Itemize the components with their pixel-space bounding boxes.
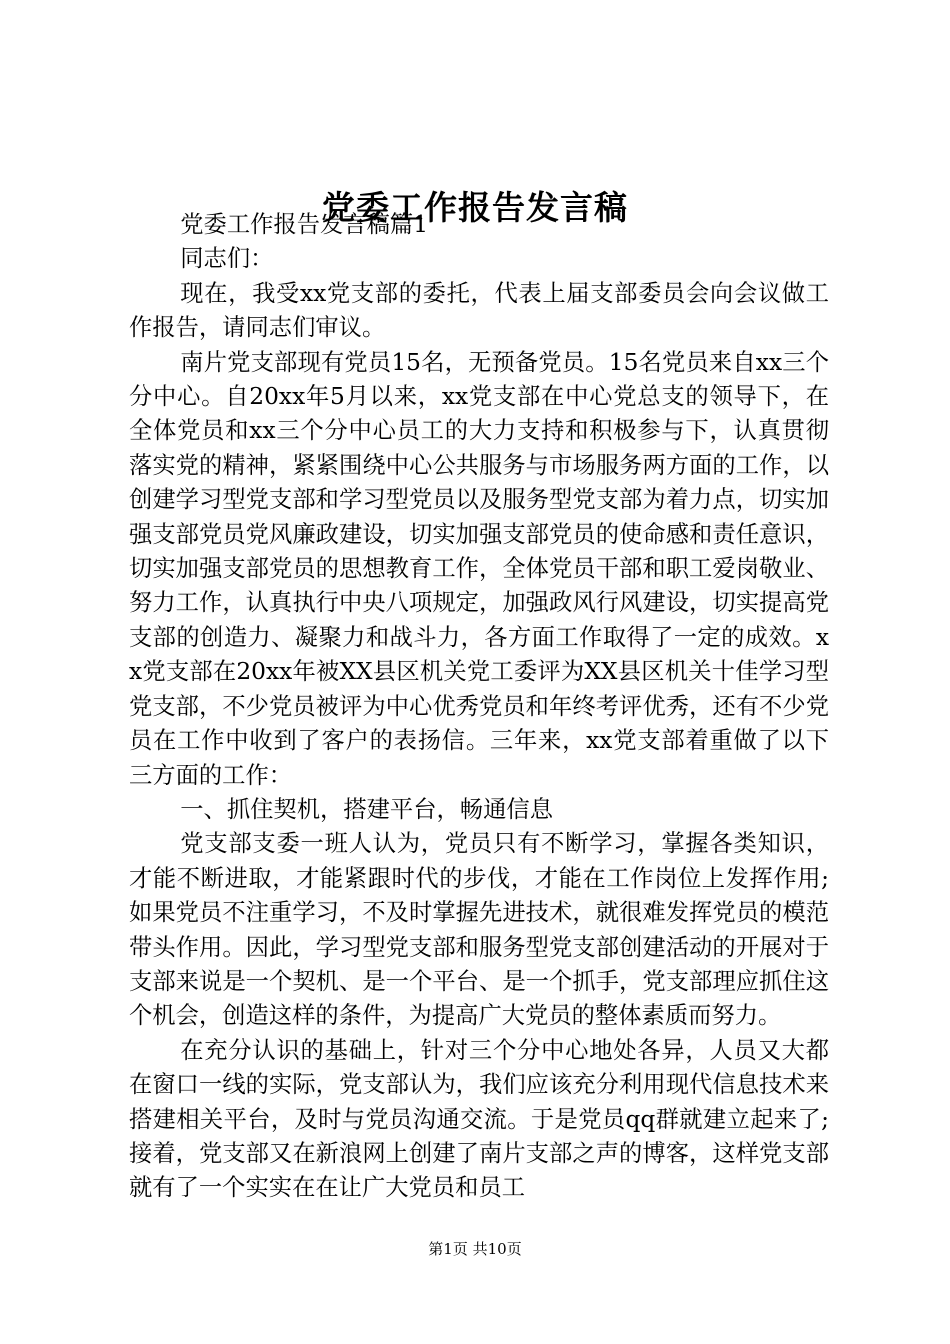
paragraph-intro: 现在，我受xx党支部的委托，代表上届支部委员会向会议做工作报告，请同志们审议。 (129, 279, 829, 342)
paragraph-section-body: 党支部支委一班人认为，党员只有不断学习，掌握各类知识，才能不断进取，才能紧跟时代的步伐，才能在工作岗位上发挥作用;如果党员不注重学习，不及时掌握先进技术，就很难发挥党员的模范带头作用。因此，学习型党支部和服务型党支部创建活动的开展对于支部来说是一个契机、是一个平台、是一个抓手，党支部理应抓住这个机会，创造这样的条件，为提高广大党员的整体素质而努力。 (129, 830, 829, 1030)
document-title: 党委工作报告发言稿 (322, 188, 628, 227)
paragraph-platform: 在充分认识的基础上，针对三个分中心地处各异，人员又大都在窗口一线的实际，党支部认为，我们应该充分利用现代信息技术来搭建相关平台，及时与党员沟通交流。于是党员qq群就建立起来了;接着，党支部又在新浪网上创建了南片支部之声的博客，这样党支部就有了一个实实在在让广大党员和员工 (129, 1036, 829, 1202)
paragraph-section-heading: 一、抓住契机，搭建平台，畅通信息 (180, 795, 553, 823)
paragraph-heading: 党委工作报告发言稿篇1 (180, 211, 429, 238)
paragraph-salutation: 同志们： (180, 245, 274, 273)
document-body (129, 208, 829, 1206)
paragraph-overview: 南片党支部现有党员15名，无预备党员。15名党员来自xx三个分中心。自20xx年5月以来，xx党支部在中心党总支的领导下，在全体党员和xx三个分中心员工的大力支持和积极参与下，认真贯彻落实党的精神，紧紧围绕中心公共服务与市场服务两方面的工作，以创建学习型党支部和学习型党员以及服务型党支部为着力点，切实加强支部党员党风廉政建设，切实加强支部党员的使命感和责任意识，切实加强支部党员的思想教育工作，全体党员干部和职工爱岗敬业、努力工作，认真执行中央八项规定，加强政风行风建设，切实提高党支部的创造力、凝聚力和战斗力，各方面工作取得了一定的成效。xx党支部在20xx年被XX县区机关党工委评为XX县区机关十佳学习型党支部，不少党员被评为中心优秀党员和年终考评优秀，还有不少党员在工作中收到了客户的表扬信。三年来，xx党支部着重做了以下三方面的工作： (129, 348, 829, 789)
page-footer: 第1页 共10页 (428, 1240, 522, 1258)
